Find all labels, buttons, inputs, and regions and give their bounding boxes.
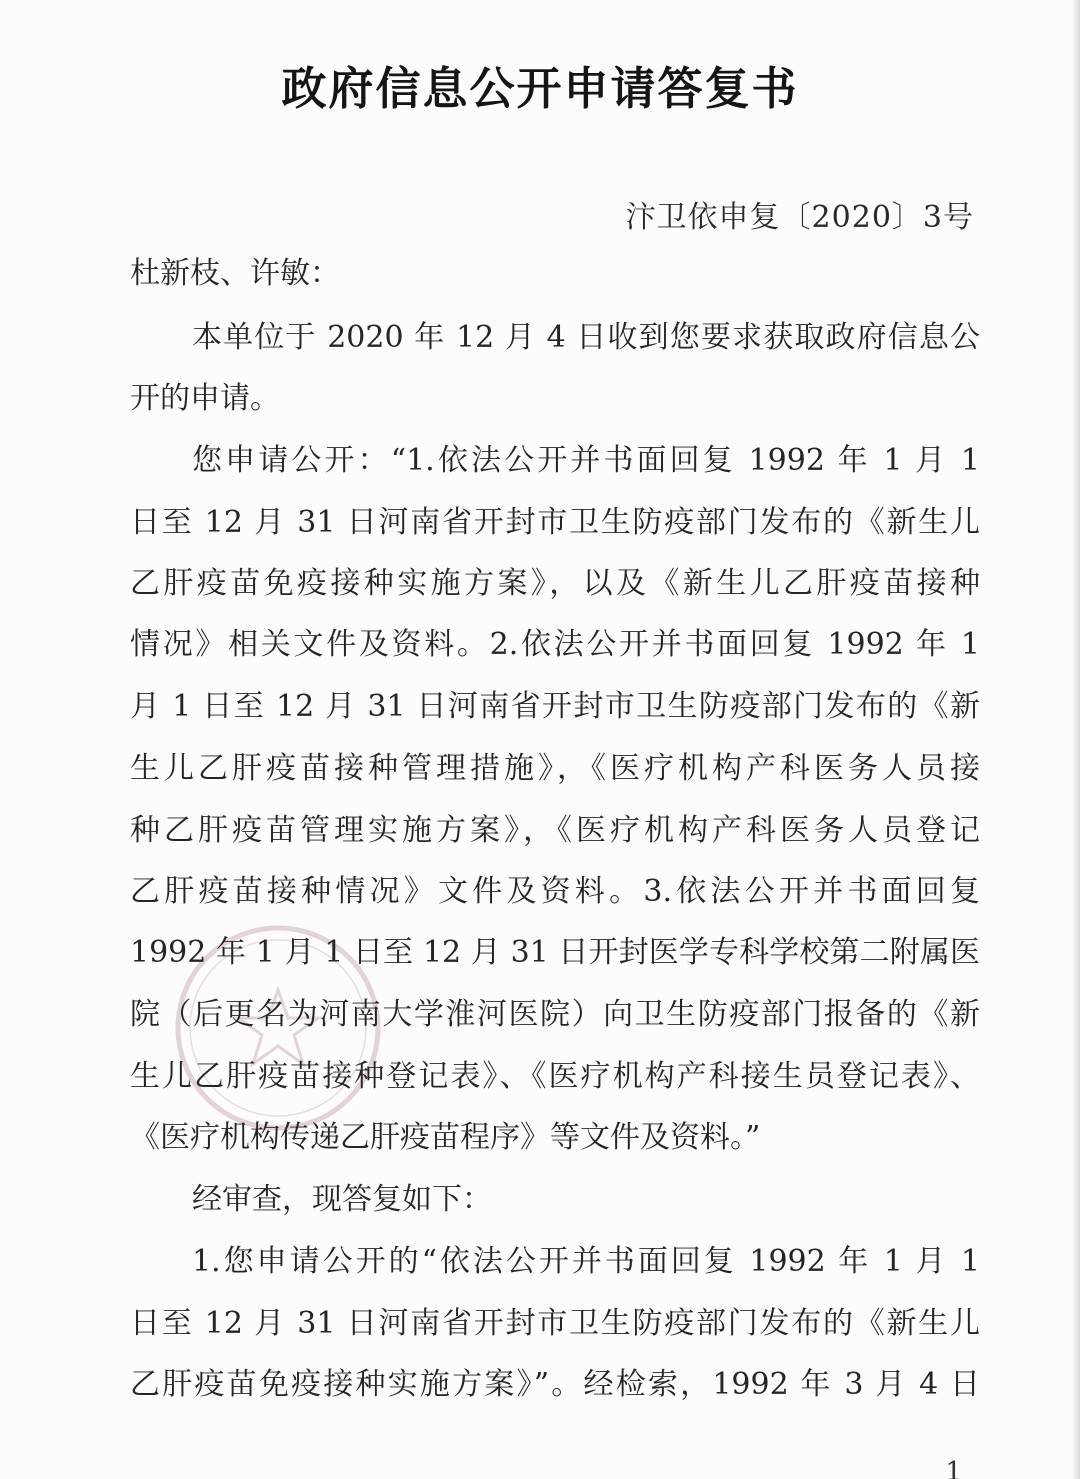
- body-line: 本单位于 2020 年 12 月 4 日收到您要求获取政府信息公: [192, 320, 980, 355]
- body-line: 乙肝疫苗免疫接种实施方案》，以及《新生儿乙肝疫苗接种: [130, 566, 980, 601]
- body-line: 院（后更名为河南大学淮河医院）向卫生防疫部门报备的《新: [130, 997, 980, 1032]
- body-line: 日至 12 月 31 日河南省开封市卫生防疫部门发布的《新生儿: [130, 505, 980, 540]
- page-number: 1: [945, 1457, 962, 1479]
- body-line: 种乙肝疫苗管理实施方案》，《医疗机构产科医务人员登记: [130, 813, 980, 848]
- salutation-line: 杜新枝、许敏：: [130, 256, 340, 291]
- body-line: 乙肝疫苗免疫接种实施方案》”。经检索，1992 年 3 月 4 日: [130, 1367, 980, 1402]
- document-title: 政府信息公开申请答复书: [281, 62, 799, 115]
- body-line: 情况》相关文件及资料。2.依法公开并书面回复 1992 年 1: [130, 627, 980, 662]
- document-number: 汴卫依申复〔2020〕3号: [625, 200, 974, 235]
- body-line: 月 1 日至 12 月 31 日河南省开封市卫生防疫部门发布的《新: [130, 689, 980, 724]
- body-line: 开的申请。: [130, 381, 280, 416]
- body-line: 乙肝疫苗接种情况》文件及资料。3.依法公开并书面回复: [130, 874, 980, 909]
- body-line: 经审查，现答复如下：: [192, 1182, 492, 1217]
- body-line: 生儿乙肝疫苗接种管理措施》，《医疗机构产科医务人员接: [130, 751, 980, 786]
- page-edge-shadow: [1072, 0, 1080, 1479]
- body-line: 日至 12 月 31 日河南省开封市卫生防疫部门发布的《新生儿: [130, 1306, 980, 1341]
- body-line: 1.您申请公开的“依法公开并书面回复 1992 年 1 月 1: [192, 1244, 980, 1279]
- body-line: 您申请公开：“1.依法公开并书面回复 1992 年 1 月 1: [192, 443, 980, 478]
- body-line: 生儿乙肝疫苗接种登记表》、《医疗机构产科接生员登记表》、: [130, 1059, 980, 1094]
- body-line: 1992 年 1 月 1 日至 12 月 31 日开封医学专科学校第二附属医: [130, 935, 980, 970]
- body-line: 《医疗机构传递乙肝疫苗程序》等文件及资料。”: [130, 1120, 761, 1155]
